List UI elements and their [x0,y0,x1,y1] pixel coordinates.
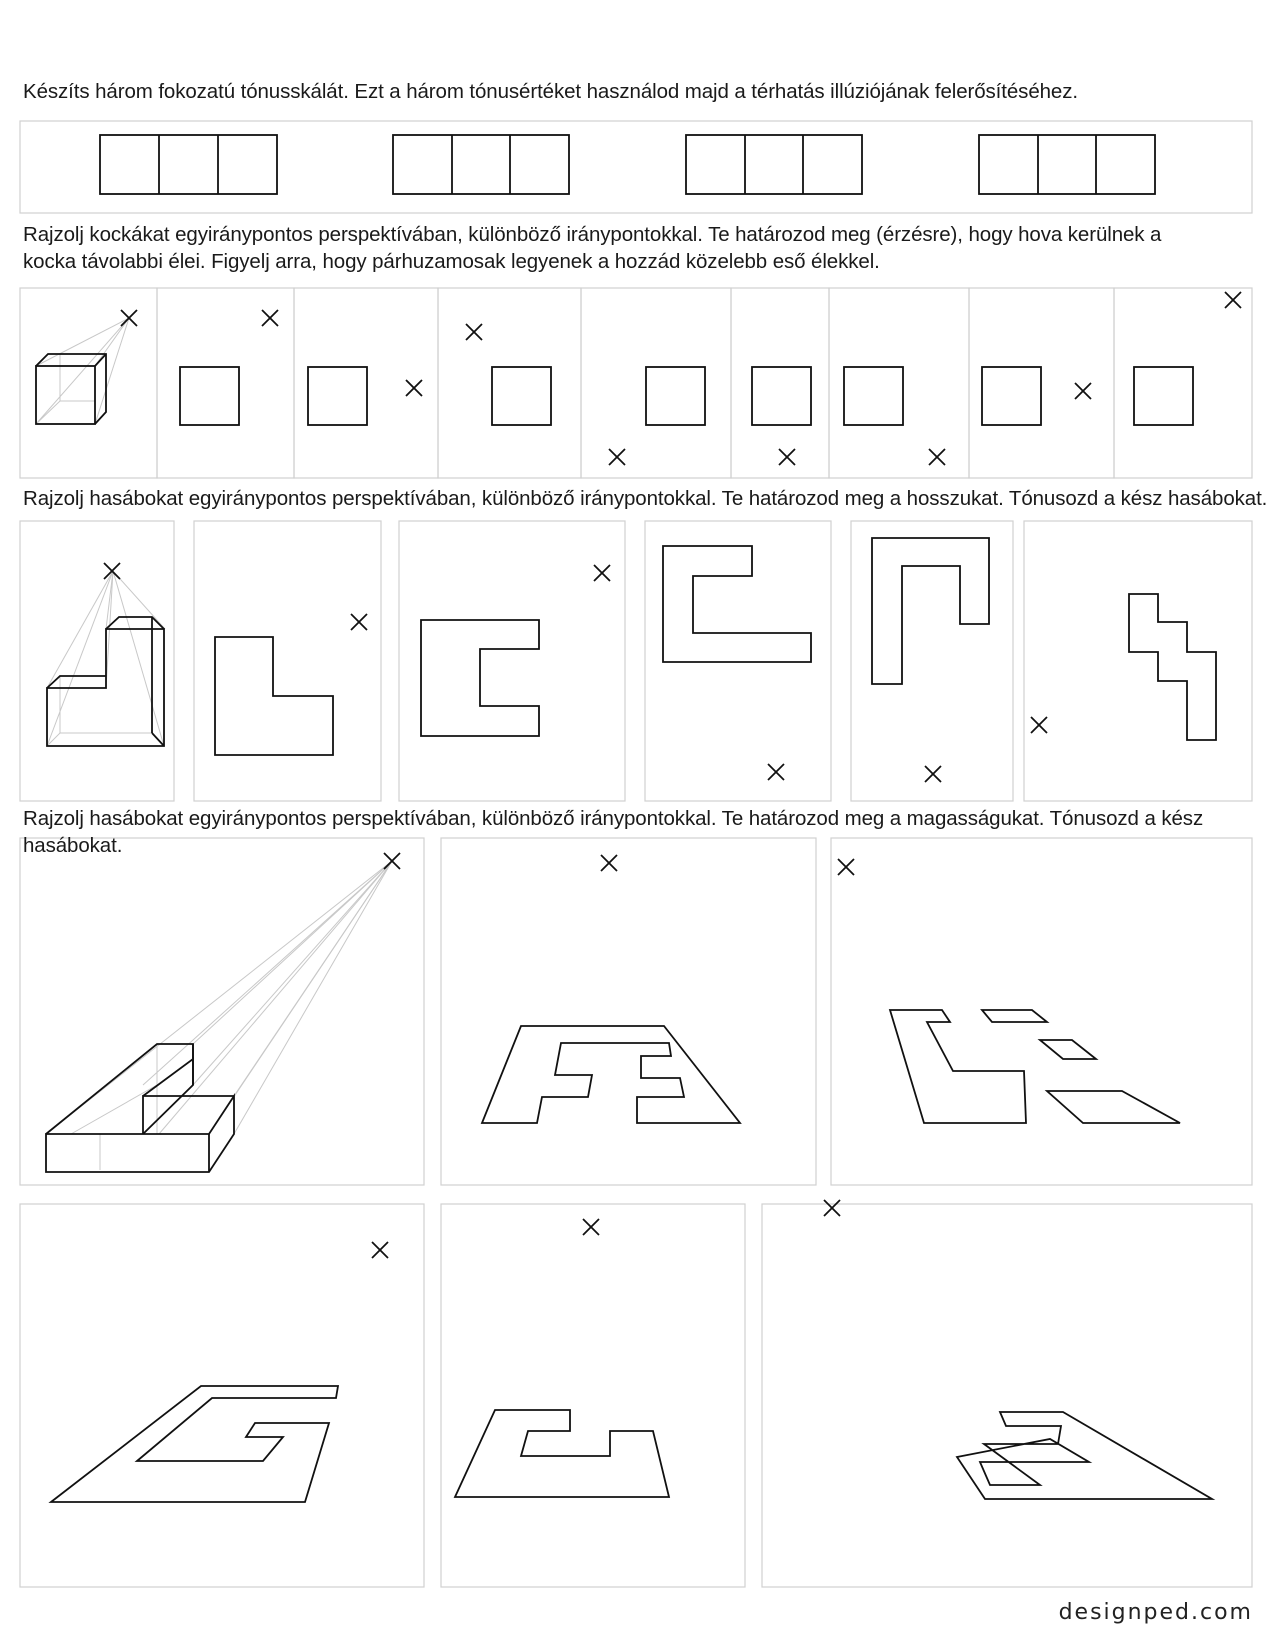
vanishing-point-x [406,380,422,396]
cube-front-5 [646,367,705,425]
vanishing-point-x [768,764,784,780]
cube-panel-2 [157,288,294,478]
vanishing-point-x [466,324,482,340]
vanishing-point-x [121,310,137,326]
vanishing-point-x [838,859,854,875]
l-shape-long [663,546,811,662]
tone-scale-1 [100,135,277,194]
example-prism-length [47,571,165,746]
tone-scale-4 [979,135,1155,194]
bracket-shape [890,1010,1026,1123]
vanishing-point-x [824,1200,840,1216]
prism-height-panel-2 [441,838,816,1185]
prisms-height-instruction: Rajzolj hasábokat egyiránypontos perspektívában, különböző iránypontokkal. Te határozod meg a magasságukat. Tónusozd a kész hasábokat. [23,807,1204,857]
cube-front-8 [982,367,1041,425]
vanishing-point-x [351,614,367,630]
vanishing-point-x [1075,383,1091,399]
vanishing-point-x [372,1242,388,1258]
prism-length-panel-3 [399,521,625,801]
vanishing-point-x [925,766,941,782]
cube-panel-5 [581,288,731,478]
tone-scale-3 [686,135,862,194]
cube-fronts [180,367,1193,425]
prism-height-panel-3 [831,838,1252,1185]
u-shape [455,1410,669,1497]
prism-height-panel-4 [20,1204,424,1587]
g-spiral-shape [51,1386,338,1502]
cube-front-2 [180,367,239,425]
example-cube [36,318,129,424]
cube-panel-1 [20,288,157,478]
vanishing-point-x [1031,717,1047,733]
prism-length-panel-4 [645,521,831,801]
e-shape [957,1412,1212,1499]
parallelogram-small-2 [1040,1040,1096,1059]
cube-panel-4 [438,288,581,478]
prism-height-shapes-b [51,1386,1212,1502]
vanishing-point-x [262,310,278,326]
vanishing-point-x [594,565,610,581]
cube-front-9 [1134,367,1193,425]
tone-scale-instruction: Készíts három fokozatú tónusskálát. Ezt a három tónusértéket használod majd a térhatás illúziójának felerősítéséhez. [23,80,1078,103]
vanishing-point-x [929,449,945,465]
cubes-instruction-line-1: Rajzolj kockákat egyiránypontos perspektívában, különböző iránypontokkal. Te határozod meg (érzésre), hogy hova kerülnek a [23,223,1162,246]
f-shape [482,1026,740,1123]
c-shape [421,620,539,736]
vanishing-points [104,292,1241,1258]
vanishing-point-x [1225,292,1241,308]
parallelogram-large [1047,1091,1180,1123]
prism-length-panel-2 [194,521,381,801]
prism-length-shapes [215,538,1216,755]
cubes-instruction-line-2: kocka távolabbi élei. Figyelj arra, hogy párhuzamosak legyenek a hozzád közelebb eső élekkel. [23,250,880,273]
example-prism-height [46,861,392,1172]
parallelogram-small-1 [982,1010,1047,1022]
cube-front-6 [752,367,811,425]
prism-length-panel-1 [20,521,174,801]
brand-footer: designped.com [1058,1600,1253,1625]
tone-scale-2 [393,135,569,194]
cube-front-4 [492,367,551,425]
vanishing-point-x [779,449,795,465]
prism-height-panel-1 [20,838,424,1185]
prism-length-panel-6 [1024,521,1252,801]
tone-scales [100,135,1155,194]
l-shape [215,637,333,755]
prism-height-panel-5 [441,1204,745,1587]
vanishing-point-x [583,1219,599,1235]
cube-panel-3 [294,288,438,478]
cube-front-3 [308,367,367,425]
zigzag-shape [1129,594,1216,740]
vanishing-point-x [609,449,625,465]
inverted-l-shape [872,538,989,684]
prisms-length-instruction: Rajzolj hasábokat egyiránypontos perspektívában, különböző iránypontokkal. Te határozod meg a hosszukat. Tónusozd a kész hasábokat. [23,487,1268,510]
cube-panel-7 [829,288,969,478]
cube-front-7 [844,367,903,425]
prism-height-panel-6 [762,1204,1252,1587]
